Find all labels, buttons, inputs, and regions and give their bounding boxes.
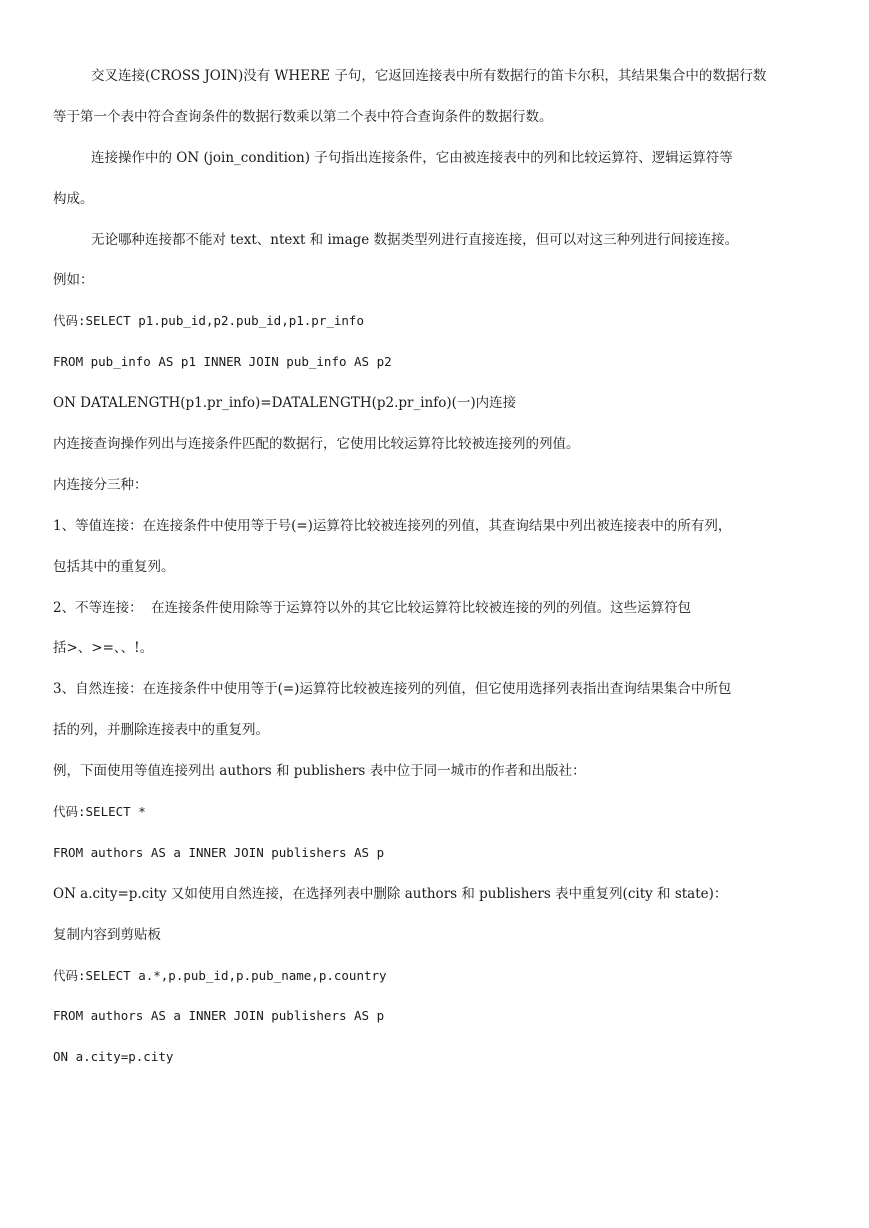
code-line-from-authors-2: FROM authors AS a INNER JOIN publishers AS p <box>53 1008 385 1024</box>
code-line-on-city: ON a.city=p.city <box>53 1049 174 1065</box>
list-item-equi-join-line-1: 1、等值连接：在连接条件中使用等于号(=)运算符比较被连接列的列值，其查询结果中列出被连接表中的所有列， <box>53 517 732 534</box>
list-item-natural-join-line-1: 3、自然连接：在连接条件中使用等于(=)运算符比较被连接列的列值，但它使用选择列表指出查询结果集合中所包 <box>53 681 732 698</box>
code-line-from-authors-1: FROM authors AS a INNER JOIN publishers AS p <box>53 844 385 860</box>
paragraph-cross-join-line-1: 交叉连接(CROSS JOIN)没有 WHERE 子句，它返回连接表中所有数据行的笛卡尔积，其结果集合中的数据行数 <box>91 68 767 84</box>
paragraph-on-clause-line-1: 连接操作中的 ON (join_condition) 子句指出连接条件，它由被连接表中的列和比较运算符、逻辑运算符等 <box>91 149 733 166</box>
paragraph-example-label: 例如： <box>53 272 94 289</box>
paragraph-text-types-line-1: 无论哪种连接都不能对 text、ntext 和 image 数据类型列进行直接连接，但可以对这三种列进行间接连接。 <box>91 231 739 248</box>
code-line-on-datalength: ON DATALENGTH(p1.pr_info)=DATALENGTH(p2.pr_info)(一)内连接 <box>53 395 517 412</box>
code-line-select-pub-info: 代码:SELECT p1.pub_id,p2.pub_id,p1.pr_info <box>53 313 364 329</box>
paragraph-inner-join-desc: 内连接查询操作列出与连接条件匹配的数据行，它使用比较运算符比较被连接列的列值。 <box>53 436 580 453</box>
code-line-from-pub-info: FROM pub_info AS p1 INNER JOIN pub_info AS p2 <box>53 354 392 370</box>
paragraph-cross-join-line-2: 等于第一个表中符合查询条件的数据行数乘以第二个表中符合查询条件的数据行数。 <box>53 108 553 125</box>
code-line-on-city-natural: ON a.city=p.city 又如使用自然连接，在选择列表中删除 authors 和 publishers 表中重复列(city 和 state)： <box>53 885 728 902</box>
paragraph-on-clause-line-2: 构成。 <box>53 190 94 207</box>
list-item-equi-join-line-2: 包括其中的重复列。 <box>53 558 175 575</box>
list-item-non-equi-join-line-1: 2、不等连接： 在连接条件使用除等于运算符以外的其它比较运算符比较被连接的列的列值。这些运算符包 <box>53 599 692 616</box>
paragraph-inner-join-types: 内连接分三种： <box>53 476 148 493</box>
document-body <box>53 56 821 1078</box>
copy-to-clipboard-link[interactable]: 复制内容到剪贴板 <box>53 926 161 943</box>
paragraph-equi-join-example: 例，下面使用等值连接列出 authors 和 publishers 表中位于同一城市的作者和出版社： <box>53 763 586 780</box>
list-item-non-equi-join-line-2: 括>、>=、、!。 <box>53 640 154 657</box>
code-line-select-star: 代码:SELECT * <box>53 804 146 820</box>
code-line-select-columns: 代码:SELECT a.*,p.pub_id,p.pub_name,p.country <box>53 967 387 983</box>
list-item-natural-join-line-2: 括的列，并删除连接表中的重复列。 <box>53 722 269 739</box>
